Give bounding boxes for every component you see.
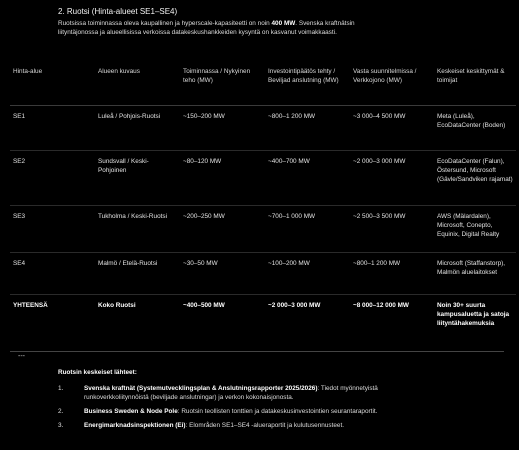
capacity-table [10,63,516,349]
source-detail: : Ruotsin teollisten tonttien ja datakeskusinvestointien seurantaraportit. [177,408,378,416]
source-name: Svenska kraftnät (Systemutvecklingsplan & Anslutningsrapporter 2025/2026) [84,385,318,392]
cell-operational: ~200–250 MW [183,212,225,220]
total-description: Koko Ruotsi [98,301,136,309]
table-row [10,150,516,205]
total-investment: ~2 000–3 000 MW [268,301,321,309]
cell-investment: ~700–1 000 MW [268,212,316,220]
list-item [58,421,388,430]
source-detail: : Tiedot myönnetyistä runkoverkkoliitynnöistä (beviljade anslutningar) ja verkon kokonaisjonosta. [84,385,378,402]
list-item [58,384,388,402]
list-item [58,407,388,416]
table-row [10,105,516,150]
horizontal-divider [10,351,504,352]
list-text [84,384,388,402]
table-total-row [10,294,516,349]
cell-hubs: Microsoft (Staffanstorp), Malmön aluelaitokset [437,259,506,276]
list-text [84,407,377,416]
cell-operational: ~30–50 MW [183,259,218,267]
cell-investment: ~400–700 MW [268,157,310,165]
cell-description: Sundsvall / Keski-Pohjoinen [98,157,149,174]
cell-planned: ~3 000–4 500 MW [353,112,406,120]
list-number: 3. [58,422,64,430]
cell-region: SE4 [13,259,26,267]
total-planned: ~8 000–12 000 MW [353,301,409,309]
cell-planned: ~800–1 200 MW [353,259,401,267]
total-operational: ~400–500 MW [183,301,225,309]
cell-hubs: Meta (Luleå), EcoDataCenter (Boden) [437,112,506,129]
cell-region: SE2 [13,157,26,165]
list-number: 1. [58,385,64,392]
list-text [84,421,344,430]
cell-description: Luleå / Pohjois-Ruotsi [98,112,161,120]
cell-description: Malmö / Etelä-Ruotsi [98,259,158,267]
header-planned-mw: Vasta suunnitelmissa / Verkkojono (MW) [353,68,417,85]
cell-investment: ~800–1 200 MW [268,112,316,120]
cell-investment: ~100–200 MW [268,259,310,267]
cell-region: SE1 [13,112,26,120]
table-row [10,205,516,252]
intro-paragraph [58,19,378,38]
table-header-row [10,63,516,105]
list-number: 2. [58,408,64,416]
table-row [10,252,516,294]
header-price-area: Hinta-alue [13,68,43,75]
cell-operational: ~80–120 MW [183,157,222,165]
source-detail: : Elområden SE1–SE4 -alueraportit ja kulutusennusteet. [185,422,345,430]
cell-operational: ~150–200 MW [183,112,225,120]
total-hubs: Noin 30+ suurta kampusaluetta ja satoja liityntähakemuksia [437,301,510,327]
cell-hubs: AWS (Mälardalen), Microsoft, Conepto, Equinix, Digital Realty [437,212,500,238]
header-investment-mw: Investointipäätös tehty / Beviljad anslutning (MW) [268,68,339,85]
cell-planned: ~2 500–3 500 MW [353,212,406,220]
cell-hubs: EcoDataCenter (Falun), Östersund, Microsoft (Gävle/Sandviken rajamat) [437,157,513,183]
sources-list [58,384,388,435]
sources-title: Ruotsin keskeiset lähteet: [58,369,137,376]
separator-mark: --- [18,353,25,360]
intro-text-start: Ruotsissa toiminnassa oleva kaupallinen ja hyperscale-kapasiteetti on noin [58,20,272,27]
section-heading: 2. Ruotsi (Hinta-alueet SE1–SE4) [58,7,178,16]
header-area-description: Alueen kuvaus [98,68,140,75]
cell-planned: ~2 000–3 000 MW [353,157,406,165]
cell-description: Tukholma / Keski-Ruotsi [98,212,168,220]
intro-bold-capacity: 400 MW [271,20,296,27]
cell-region: SE3 [13,212,26,220]
header-operational-mw: Toiminnassa / Nykyinen teho (MW) [183,68,251,85]
source-name: Business Sweden & Node Pole [84,408,178,416]
header-key-hubs: Keskeiset keskittymät & toimijat [437,68,505,85]
intro-text-end: . Svenska kraftnätsin liityntäjonossa ja alueellisissa verkoissa datakeskushankkeiden kysyntä on kasvanut voimakkaasti. [58,20,355,37]
total-label: YHTEENSÄ [13,301,48,309]
source-name: Energimarknadsinspektionen (Ei) [84,422,186,430]
